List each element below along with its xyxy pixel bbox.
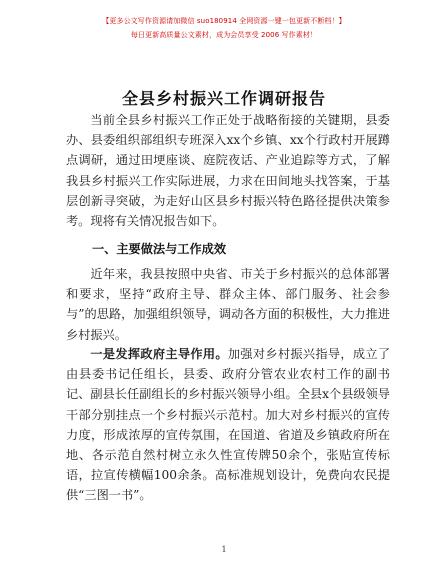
point-one-paragraph [66,344,390,506]
promo-banner-line-1: 【更多公文写作资源请加微信 suo180914 全网资源一键一包更新不断档！】 [102,17,346,25]
point-one-text [66,344,390,506]
page-number: 1 [221,545,227,554]
section-paragraph [66,264,390,345]
point-one-body: 加强对乡村振兴指导，成立了由县委书记任组长，县委、政府分管农业农村工作的副书记、副县长任副组长的乡村振兴领导小组。全县x个县级领导干部分别挂点一个乡村振兴示范村。加大对乡村振兴的宣传力度，形成浓厚的宣传氛围，在国道、省道及乡镇政府所在地、各示范自然村树立永久性宣传牌50余个，张贴宣传标语，拉宣传横幅100余条。高标准规划设计，免费向农民提供“三图一书”。 [66,347,391,503]
promo-banner-line-2: 每日更新高质量公文素材，成为会员享受 2006 写作素材！ [130,31,318,39]
intro-paragraph [66,110,390,231]
document-title: 全县乡村振兴工作调研报告 [121,89,326,108]
section-paragraph-text: 近年来，我县按照中央省、市关于乡村振兴的总体部署和要求，坚持“政府主导、群众主体、部门服务、社会参与”的思路，加强组织领导，调动各方面的积极性，大力推进乡村振兴。 [66,267,390,342]
point-one-lead: 一是发挥政府主导作用。 [90,347,228,361]
section-heading: 一、主要做法与工作成效 [92,242,227,256]
intro-text: 当前全县乡村振兴工作正处于战略衔接的关键期，县委办、县委组织部组织专班深入xx个乡镇、xx个行政村开展蹲点调研，通过田埂座谈、庭院夜话、产业追踪等方式，了解我县乡村振兴工作实际进展，力求在田间地头找答案，于基层创新寻突破，为走好山区县乡村振兴特色路径提供决策参考。现将有关情况报告如下。 [66,113,390,229]
